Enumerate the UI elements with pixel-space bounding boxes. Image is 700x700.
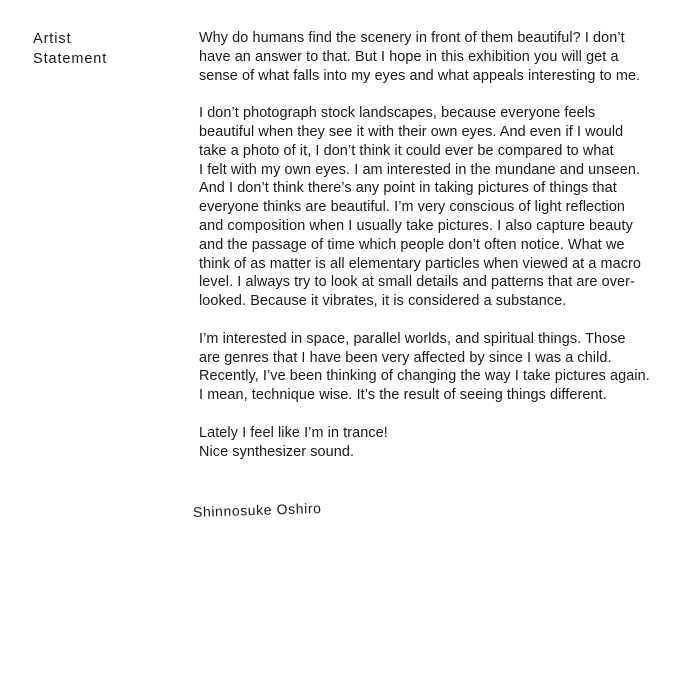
text-line: I don’t photograph stock landscapes, because everyone feels: [199, 105, 596, 122]
paragraph-closing: [199, 424, 689, 462]
paragraph-landscapes: [199, 104, 689, 311]
text-line: beautiful when they see it with their own eyes. And even if I would: [199, 123, 624, 140]
text-line: take a photo of it, I don’t think it could ever be compared to what: [199, 142, 614, 159]
text-line: And I don’t think there’s any point in taking pictures of things that: [199, 180, 617, 197]
text-line: looked. Because it vibrates, it is considered a substance.: [199, 293, 567, 310]
text-line: and composition when I usually take pictures. I also capture beauty: [199, 217, 633, 234]
text-line: Recently, I’ve been thinking of changing the way I take pictures again.: [199, 368, 650, 385]
paragraph-intro: [199, 29, 689, 85]
text-line: level. I always try to look at small details and patterns that are over-: [199, 274, 635, 291]
text-line: Lately I feel like I’m in trance!: [199, 424, 388, 441]
heading-line-statement: Statement: [33, 51, 108, 67]
text-line: I felt with my own eyes. I am interested in the mundane and unseen.: [199, 161, 641, 178]
heading-line-artist: Artist: [33, 31, 72, 47]
artist-signature: Shinnosuke Oshiro: [192, 499, 322, 520]
text-line: I’m interested in space, parallel worlds, and spiritual things. Those: [199, 330, 626, 347]
text-line: think of as matter is all elementary particles when viewed at a macro: [199, 255, 642, 272]
text-line: Why do humans find the scenery in front of them beautiful? I don’t: [199, 30, 625, 46]
text-line: sense of what falls into my eyes and what appeals interesting to me.: [199, 67, 641, 84]
statement-body: [199, 29, 689, 480]
section-heading: [33, 29, 153, 69]
text-line: everyone thinks are beautiful. I’m very conscious of light reflection: [199, 199, 626, 216]
paragraph-interests: [199, 330, 689, 405]
text-line: are genres that I have been very affected by since I was a child.: [199, 349, 612, 366]
text-line: and the passage of time which people don’t often notice. What we: [199, 236, 625, 253]
text-line: have an answer to that. But I hope in this exhibition you will get a: [199, 48, 619, 65]
text-line: Nice synthesizer sound.: [199, 443, 355, 460]
text-line: I mean, technique wise. It’s the result of seeing things different.: [199, 387, 607, 404]
